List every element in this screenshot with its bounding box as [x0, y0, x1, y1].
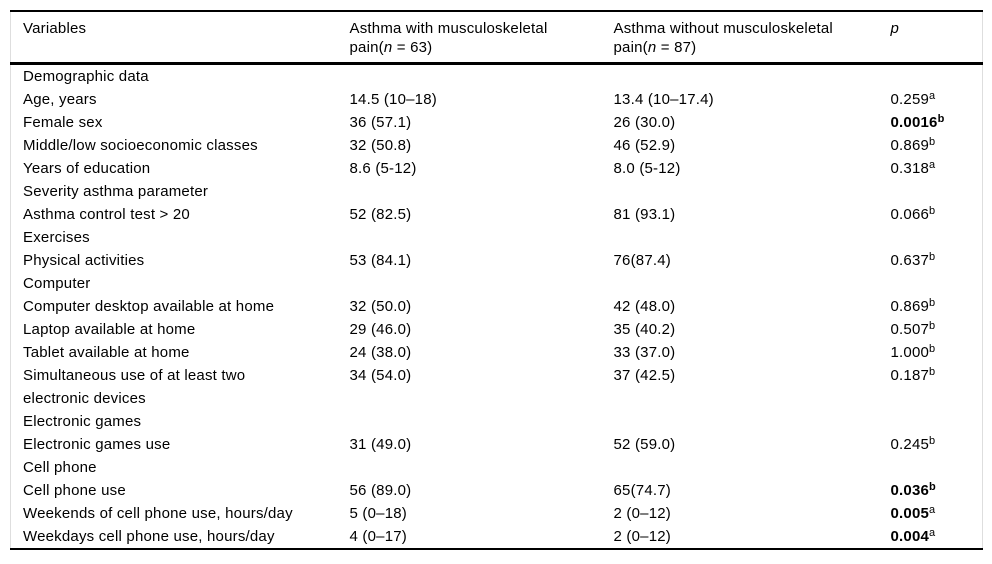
p-value — [891, 295, 983, 318]
pain-prefix: pain( — [349, 39, 384, 56]
with-pain-value: 34 (54.0) — [349, 367, 412, 384]
table-row — [11, 203, 983, 226]
without-pain-value: 81 (93.1) — [613, 206, 676, 223]
p-value — [891, 272, 983, 295]
with-pain-value: 32 (50.8) — [349, 137, 412, 154]
header-variables-label: Variables — [23, 20, 87, 37]
variable-label: Physical activities — [23, 252, 145, 269]
header-with-pain — [350, 11, 614, 64]
p-symbol: p — [890, 20, 900, 37]
with-pain-value: 36 (57.1) — [349, 114, 412, 131]
with-pain-value — [350, 180, 614, 203]
without-pain-value — [614, 64, 891, 89]
p-value — [891, 134, 983, 157]
with-pain-value: 5 (0–18) — [349, 505, 407, 522]
header-row — [11, 11, 983, 64]
header-with-pain-line2 — [350, 39, 433, 56]
p-value — [891, 479, 983, 502]
with-pain-value — [350, 410, 614, 433]
header-variables — [11, 11, 350, 64]
p-value — [891, 111, 983, 134]
section-row — [11, 272, 983, 295]
p-value-number: 0.004 — [890, 528, 930, 545]
p-value-superscript: b — [929, 343, 936, 355]
variable-label: Middle/low socioeconomic classes — [23, 137, 258, 154]
variable-label: Weekends of cell phone use, hours/day — [23, 505, 293, 522]
with-pain-value: 32 (50.0) — [349, 298, 412, 315]
without-pain-value: 37 (42.5) — [613, 367, 676, 384]
without-pain-value: 35 (40.2) — [613, 321, 676, 338]
variable-label: Computer desktop available at home — [23, 298, 275, 315]
p-value-number: 0.187 — [890, 367, 930, 384]
with-pain-value: 8.6 (5-12) — [349, 160, 417, 177]
with-pain-value: 52 (82.5) — [349, 206, 412, 223]
p-value-superscript: b — [929, 320, 936, 332]
table-row — [11, 88, 983, 111]
variable-label: Years of education — [23, 160, 151, 177]
without-pain-value: 52 (59.0) — [613, 436, 676, 453]
pain-prefix: pain( — [613, 39, 648, 56]
section-label: Computer — [23, 275, 91, 292]
p-value-superscript: b — [929, 297, 936, 309]
p-value-superscript: a — [929, 90, 936, 102]
section-label: Demographic data — [23, 68, 149, 85]
p-value-number: 0.005 — [890, 505, 930, 522]
p-value-superscript: b — [929, 251, 936, 263]
with-pain-value — [350, 226, 614, 249]
n-count: = 63) — [392, 39, 433, 56]
p-value — [891, 410, 983, 433]
p-value — [891, 249, 983, 272]
section-row — [11, 226, 983, 249]
table-row — [11, 433, 983, 456]
variable-label: Simultaneous use of at least two electronic devices — [23, 367, 246, 407]
without-pain-value: 76(87.4) — [613, 252, 671, 269]
p-value-superscript: a — [929, 159, 936, 171]
without-pain-value: 42 (48.0) — [613, 298, 676, 315]
table-row — [11, 157, 983, 180]
p-value-number: 0.869 — [890, 298, 930, 315]
with-pain-value: 4 (0–17) — [349, 528, 407, 545]
p-value — [891, 64, 983, 89]
p-value — [891, 364, 983, 410]
section-row — [11, 180, 983, 203]
without-pain-value: 26 (30.0) — [613, 114, 676, 131]
without-pain-value — [614, 456, 891, 479]
table-row — [11, 134, 983, 157]
p-value-superscript: b — [937, 113, 945, 125]
header-p-value — [891, 11, 983, 64]
p-value-number: 0.036 — [890, 482, 930, 499]
table-row — [11, 479, 983, 502]
with-pain-value — [350, 272, 614, 295]
section-label: Cell phone — [23, 459, 97, 476]
without-pain-value — [614, 226, 891, 249]
p-value — [891, 88, 983, 111]
without-pain-value — [614, 272, 891, 295]
n-symbol: n — [383, 39, 393, 56]
table-row — [11, 502, 983, 525]
table-row — [11, 249, 983, 272]
n-symbol: n — [647, 39, 657, 56]
with-pain-value: 24 (38.0) — [349, 344, 412, 361]
p-value — [891, 318, 983, 341]
variable-label: Asthma control test > 20 — [23, 206, 190, 223]
p-value — [891, 341, 983, 364]
p-value-superscript: b — [929, 366, 936, 378]
comparison-table — [10, 10, 982, 550]
table-row — [11, 295, 983, 318]
p-value-superscript: b — [929, 435, 936, 447]
variable-label: Laptop available at home — [23, 321, 196, 338]
section-row — [11, 410, 983, 433]
section-row — [11, 456, 983, 479]
p-value — [891, 456, 983, 479]
header-without-pain-line1: Asthma without musculoskeletal — [613, 20, 833, 37]
table-body — [11, 64, 983, 550]
table-row — [11, 364, 983, 410]
with-pain-value: 56 (89.0) — [349, 482, 412, 499]
p-value-superscript: b — [929, 481, 936, 493]
without-pain-value: 46 (52.9) — [613, 137, 676, 154]
variable-label: Weekdays cell phone use, hours/day — [23, 528, 275, 545]
table-header — [11, 11, 983, 64]
p-value-superscript: b — [929, 136, 936, 148]
without-pain-value: 13.4 (10–17.4) — [613, 91, 714, 108]
table-row — [11, 111, 983, 134]
n-count: = 87) — [656, 39, 697, 56]
without-pain-value: 2 (0–12) — [613, 528, 671, 545]
p-value-number: 0.637 — [890, 252, 930, 269]
table-row — [11, 318, 983, 341]
with-pain-value — [350, 456, 614, 479]
p-value-number: 0.318 — [890, 160, 930, 177]
table-row — [11, 525, 983, 549]
variable-label: Cell phone use — [23, 482, 126, 499]
section-label: Severity asthma parameter — [23, 183, 209, 200]
header-without-pain-line2 — [614, 39, 697, 56]
p-value-number: 0.869 — [890, 137, 930, 154]
with-pain-value: 53 (84.1) — [349, 252, 412, 269]
asthma-musculoskeletal-table — [10, 10, 983, 550]
without-pain-value: 2 (0–12) — [613, 505, 671, 522]
p-value-number: 0.245 — [890, 436, 930, 453]
with-pain-value: 31 (49.0) — [349, 436, 412, 453]
p-value-superscript: a — [929, 504, 936, 516]
p-value-superscript: a — [929, 527, 936, 539]
with-pain-value: 29 (46.0) — [349, 321, 412, 338]
with-pain-value — [350, 64, 614, 89]
variable-label: Female sex — [23, 114, 103, 131]
p-value — [891, 433, 983, 456]
p-value-superscript: b — [929, 205, 936, 217]
table-row — [11, 341, 983, 364]
with-pain-value: 14.5 (10–18) — [349, 91, 437, 108]
p-value — [891, 203, 983, 226]
without-pain-value: 8.0 (5-12) — [613, 160, 681, 177]
without-pain-value: 65(74.7) — [613, 482, 671, 499]
section-label: Electronic games — [23, 413, 142, 430]
p-value — [891, 180, 983, 203]
without-pain-value — [614, 410, 891, 433]
header-with-pain-line1: Asthma with musculoskeletal — [349, 20, 548, 37]
p-value — [891, 525, 983, 549]
p-value-number: 1.000 — [890, 344, 930, 361]
p-value-number: 0.066 — [890, 206, 930, 223]
header-without-pain — [614, 11, 891, 64]
variable-label: Age, years — [23, 91, 97, 108]
without-pain-value: 33 (37.0) — [613, 344, 676, 361]
without-pain-value — [614, 180, 891, 203]
p-value — [891, 157, 983, 180]
p-value-number: 0.0016 — [890, 114, 938, 131]
p-value-number: 0.259 — [890, 91, 930, 108]
section-row — [11, 64, 983, 89]
p-value — [891, 502, 983, 525]
p-value — [891, 226, 983, 249]
variable-label: Tablet available at home — [23, 344, 190, 361]
p-value-number: 0.507 — [890, 321, 930, 338]
variable-label: Electronic games use — [23, 436, 171, 453]
section-label: Exercises — [23, 229, 90, 246]
